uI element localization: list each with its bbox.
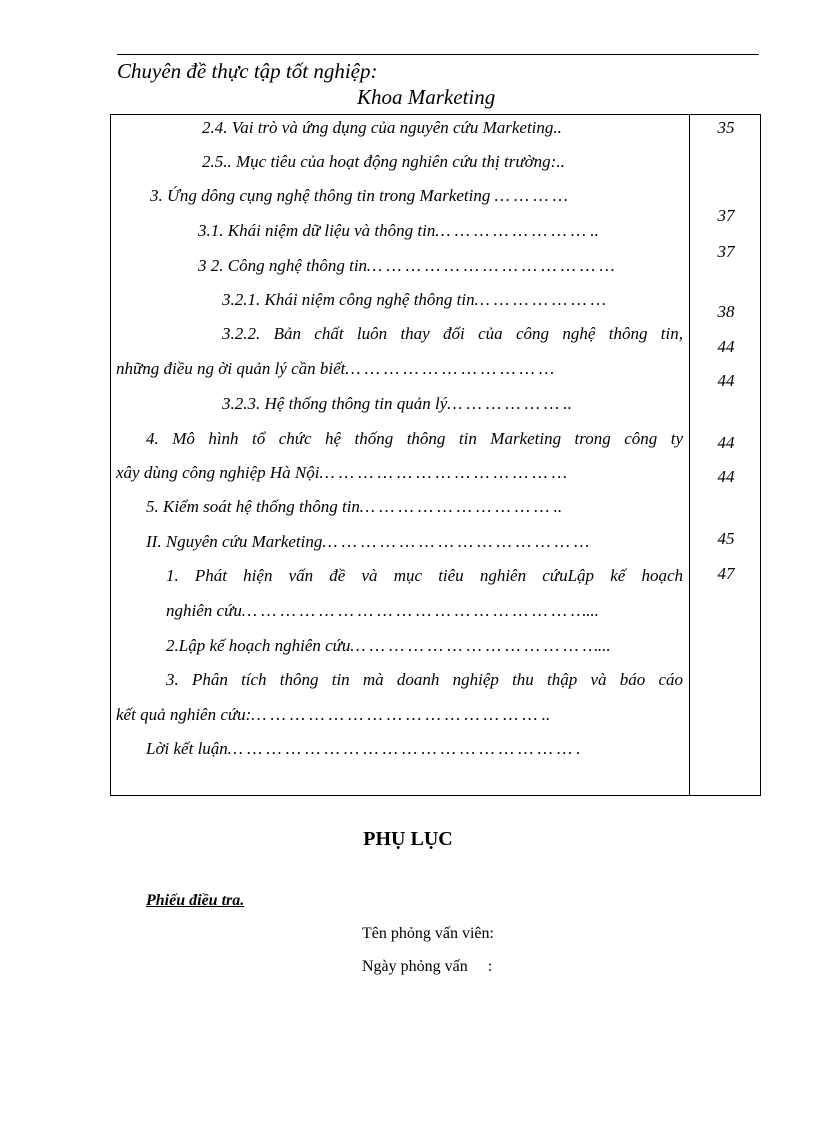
toc-entry: kết quả nghiên cứu:… … … … … … … … … … … … … … … .. <box>116 705 551 724</box>
toc-entry: 2.Lập kế hoạch nghiên cứu… … … … … … … … … … … … …... <box>166 636 611 655</box>
header-rule <box>117 54 759 55</box>
toc-entry: 3.2.2. Bản chất luôn thay đổi của công nghệ thông tin, <box>222 324 683 343</box>
toc-entry: 2.5.. Mục tiêu của hoạt động nghiên cứu thị trường:.. <box>202 152 565 171</box>
toc-entry: 3. Phân tích thông tin mà doanh nghiệp thu thập và báo cáo <box>166 670 683 689</box>
toc-entry: 5. Kiểm soát hệ thống thông tin… … … … … … … … … … .. <box>146 497 563 516</box>
interviewer-name-label: Tên phỏng vấn viên: <box>362 925 494 942</box>
toc-page-number: 35 <box>717 118 735 137</box>
toc-page-number: 44 <box>717 337 735 356</box>
toc-page-number: 38 <box>717 302 735 321</box>
toc-entry: nghiên cứu… … … … … … … … … … … … … … … … … …... <box>166 601 599 620</box>
toc-entry: xây dùng công nghiệp Hà Nội… … … … … … … … … … … … … <box>116 463 567 482</box>
survey-form-label: Phiếu điều tra. <box>146 892 245 909</box>
toc-entry: 3.2.3. Hệ thống thông tin quản lý… … … … … … .. <box>222 394 572 413</box>
toc-page-number: 47 <box>717 564 735 583</box>
toc-entry: Lời kết luận… … … … … … … … … … … … … … … … … … . <box>146 739 581 758</box>
toc-page-number: 44 <box>717 433 735 452</box>
toc-entry: 1. Phát hiện vấn đề và mục tiêu nghiên cứuLập kế hoạch <box>166 566 683 585</box>
toc-page-number: 37 <box>717 206 735 225</box>
toc-entry: 3.1. Khái niệm dữ liệu và thông tin… … … … … … … … .. <box>198 221 599 240</box>
toc-page-number: 37 <box>717 242 735 261</box>
page-column-divider <box>689 114 690 796</box>
interview-date-label: Ngày phỏng vấn : <box>362 958 493 975</box>
toc-entry: II. Nguyên cứu Marketing… … … … … … … … … … … … … … <box>146 532 590 551</box>
toc-page-number: 45 <box>717 529 735 548</box>
toc-page-number: 44 <box>717 467 735 486</box>
department-name: Khoa Marketing <box>357 85 496 109</box>
toc-entry: những điều ng ời quản lý cần biết… … … … … … … … … … … <box>116 359 555 378</box>
appendix-title: PHỤ LỤC <box>363 828 453 850</box>
toc-entry: 3. Ứng dông cụng nghệ thông tin trong Marketing … … … … <box>150 186 568 205</box>
toc-page-number: 44 <box>717 371 735 390</box>
document-title: Chuyên đề thực tập tốt nghiệp: <box>117 59 378 83</box>
toc-entry: 3.2.1. Khái niệm công nghệ thông tin… … … … … … … <box>222 290 606 309</box>
toc-entry: 3 2. Công nghệ thông tin… … … … … … … … … … … … … <box>198 256 615 275</box>
toc-entry: 2.4. Vai trò và ứng dụng của nguyên cứu Marketing.. <box>202 118 562 137</box>
table-of-contents-frame <box>110 114 761 796</box>
toc-entry: 4. Mô hình tổ chức hệ thống thông tin Marketing trong công ty <box>146 429 683 448</box>
